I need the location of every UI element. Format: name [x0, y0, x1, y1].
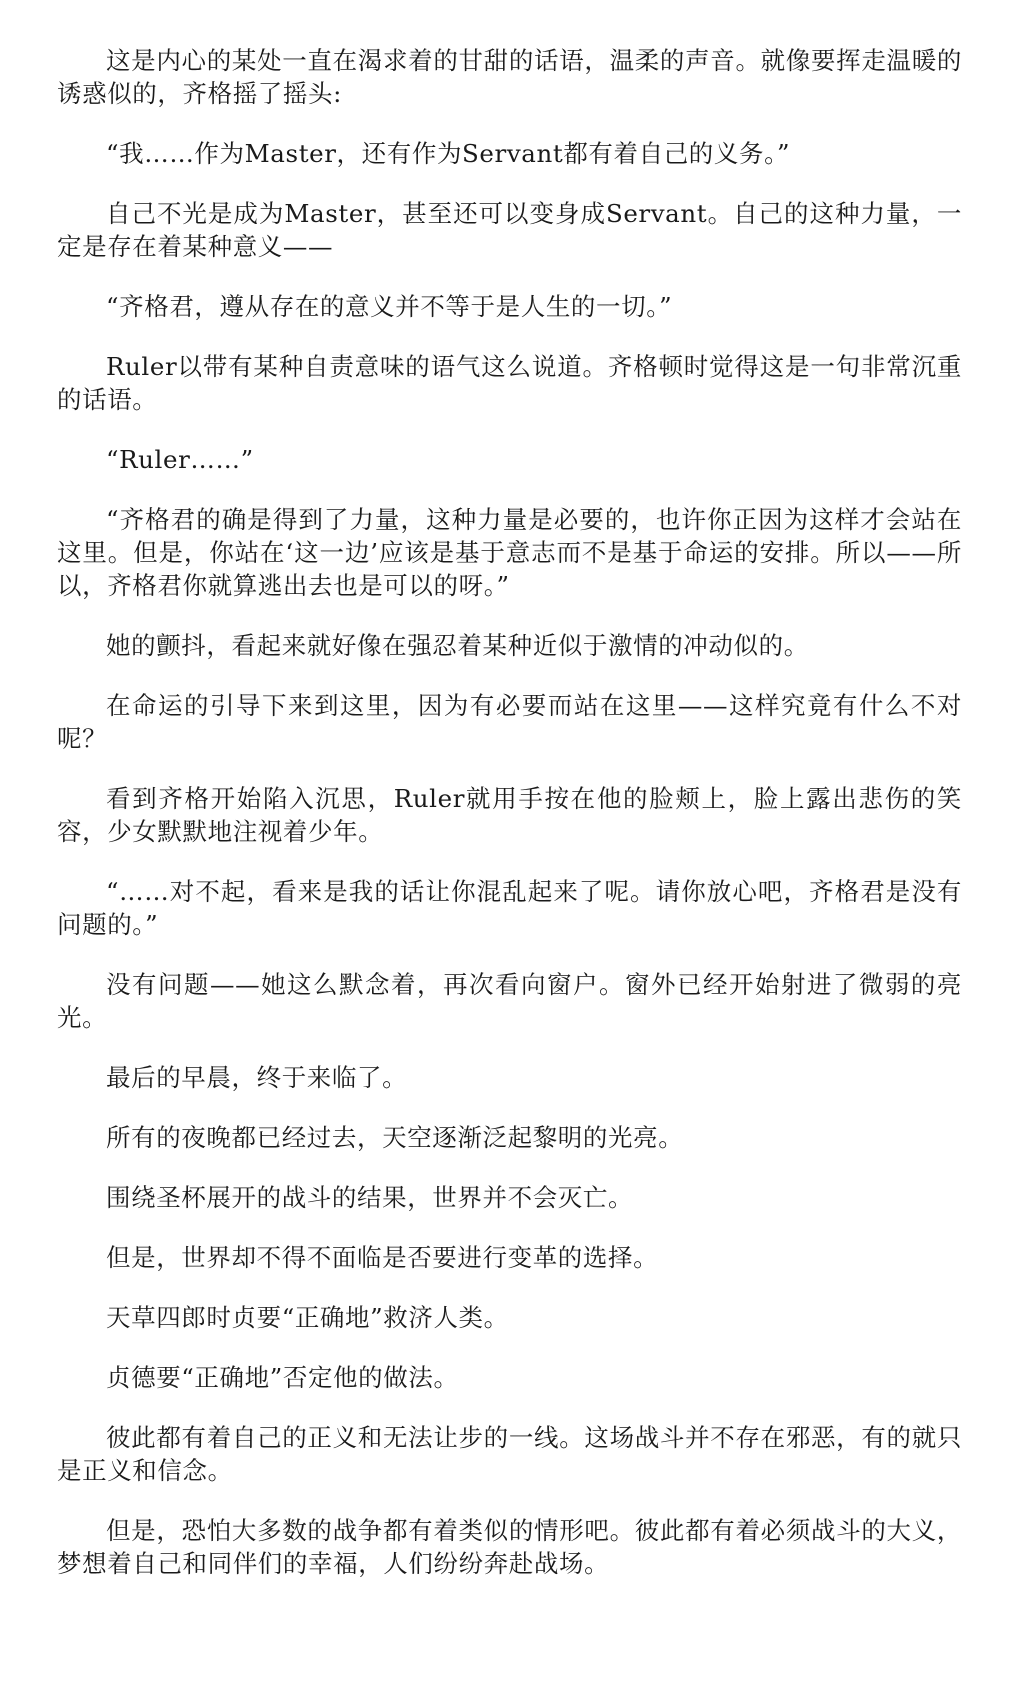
paragraph: “……对不起，看来是我的话让你混乱起来了呢。请你放心吧，齐格君是没有问题的。” [57, 877, 962, 939]
paragraph: 但是，恐怕大多数的战争都有着类似的情形吧。彼此都有着必须战斗的大义，梦想着自己和同伴们的幸福，人们纷纷奔赴战场。 [57, 1516, 962, 1578]
paragraph: “Ruler……” [106, 445, 254, 474]
paragraph: 天草四郎时贞要“正确地”救济人类。 [106, 1303, 509, 1332]
paragraph: 最后的早晨，终于来临了。 [106, 1063, 408, 1092]
paragraph: 围绕圣杯展开的战斗的结果，世界并不会灭亡。 [106, 1183, 634, 1212]
paragraph: 贞德要“正确地”否定他的做法。 [106, 1363, 459, 1392]
paragraph: 在命运的引导下来到这里，因为有必要而站在这里——这样究竟有什么不对呢？ [57, 691, 962, 753]
paragraph: 彼此都有着自己的正义和无法让步的一线。这场战斗并不存在邪恶，有的就只是正义和信念。 [57, 1423, 962, 1485]
paragraph: 她的颤抖，看起来就好像在强忍着某种近似于激情的冲动似的。 [106, 631, 809, 660]
paragraph: “齐格君，遵从存在的意义并不等于是人生的一切。” [106, 292, 673, 321]
paragraph: 但是，世界却不得不面临是否要进行变革的选择。 [106, 1243, 659, 1272]
paragraph: 这是内心的某处一直在渴求着的甘甜的话语，温柔的声音。就像要挥走温暖的诱惑似的，齐格摇了摇头: [57, 46, 962, 108]
paragraph: 所有的夜晚都已经过去，天空逐渐泛起黎明的光亮。 [106, 1123, 684, 1152]
paragraph: 没有问题——她这么默念着，再次看向窗户。窗外已经开始射进了微弱的亮光。 [57, 970, 962, 1032]
paragraph: 自己不光是成为Master，甚至还可以变身成Servant。自己的这种力量，一定是存在着某种意义—— [57, 199, 962, 261]
document-page [57, 44, 962, 1607]
paragraph: “我……作为Master，还有作为Servant都有着自己的义务。” [106, 139, 791, 168]
paragraph: 看到齐格开始陷入沉思，Ruler就用手按在他的脸颊上，脸上露出悲伤的笑容，少女默默地注视着少年。 [57, 784, 962, 846]
paragraph: Ruler以带有某种自责意味的语气这么说道。齐格顿时觉得这是一句非常沉重的话语。 [57, 352, 962, 414]
paragraph: “齐格君的确是得到了力量，这种力量是必要的，也许你正因为这样才会站在这里。但是，你站在‘这一边’应该是基于意志而不是基于命运的安排。所以——所以，齐格君你就算逃出去也是可以的呀。” [57, 505, 962, 600]
